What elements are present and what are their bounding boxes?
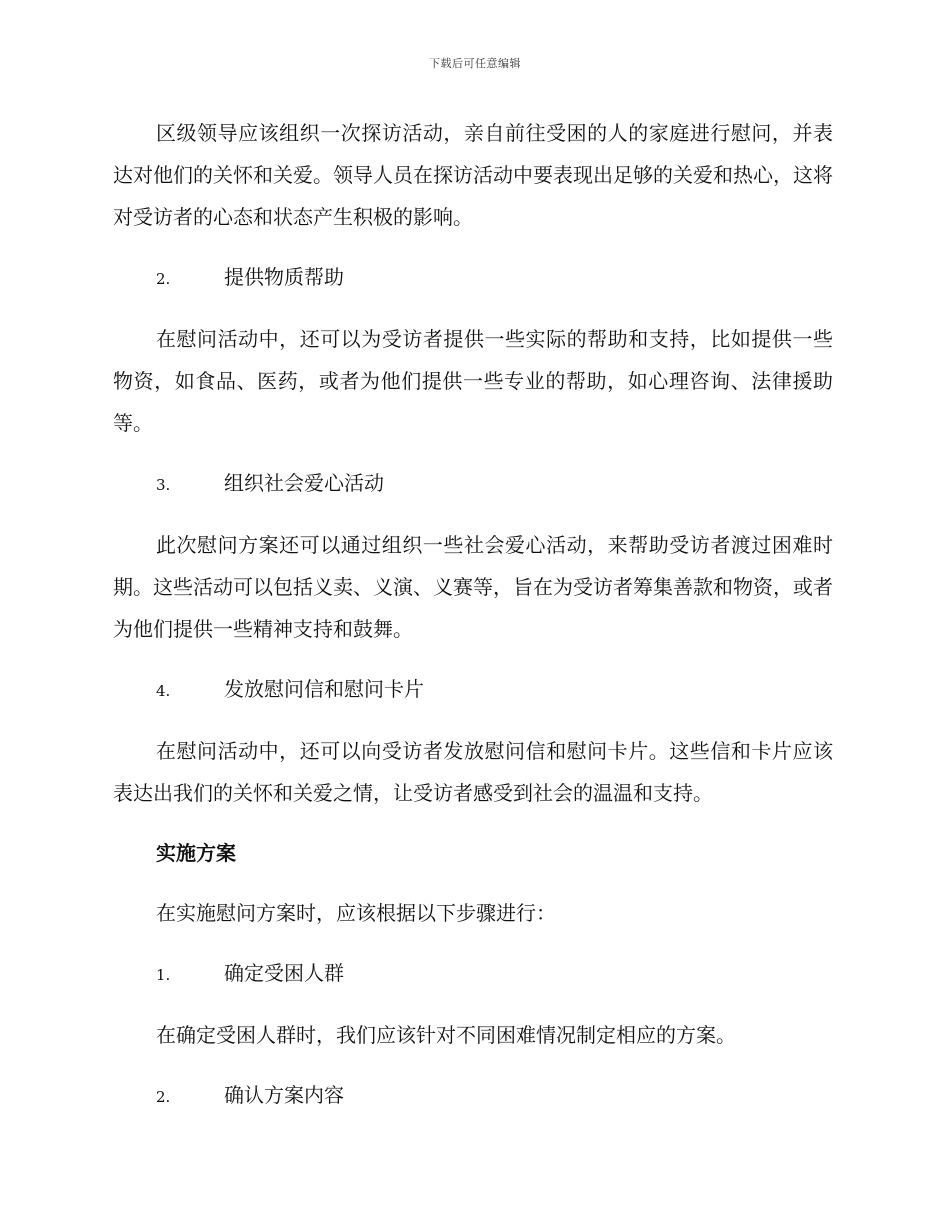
list-item-label: 提供物质帮助 [224, 265, 344, 289]
list-number: 4. [156, 682, 171, 700]
paragraph-charity-activity: 此次慰问方案还可以通过组织一些社会爱心活动，来帮助受访者渡过困难时期。这些活动可以包括义卖、义演、义赛等，旨在为受访者筹集善款和物资，或者为他们提供一些精神支持和鼓舞。 [113, 533, 833, 641]
list-item-label: 组织社会爱心活动 [224, 471, 384, 495]
header-note: 下载后可任意编辑 [429, 57, 521, 70]
list-item-charity-activity [113, 462, 833, 506]
list-number: 2. [156, 1088, 171, 1106]
list-item-label: 确认方案内容 [224, 1083, 344, 1107]
list-item-confirm-plan [113, 1074, 833, 1118]
list-item-label: 发放慰问信和慰问卡片 [224, 677, 424, 701]
section-heading-implementation: 实施方案 [156, 841, 236, 865]
paragraph-visit-activity: 区级领导应该组织一次探访活动，亲自前往受困的人的家庭进行慰问，并表达对他们的关怀和关爱。领导人员在探访活动中要表现出足够的关爱和热心，这将对受访者的心态和状态产生积极的影响。 [113, 121, 833, 229]
list-item-material-help [113, 256, 833, 300]
list-item-letters-cards [113, 668, 833, 712]
list-number: 2. [156, 270, 171, 288]
list-item-label: 确定受困人群 [224, 961, 344, 985]
paragraph-implementation-intro: 在实施慰问方案时，应该根据以下步骤进行： [156, 901, 556, 925]
list-number: 3. [156, 476, 171, 494]
paragraph-material-help: 在慰问活动中，还可以为受访者提供一些实际的帮助和支持，比如提供一些物资，如食品、医药，或者为他们提供一些专业的帮助，如心理咨询、法律援助等。 [113, 327, 833, 435]
paragraph-letters-cards: 在慰问活动中，还可以向受访者发放慰问信和慰问卡片。这些信和卡片应该表达出我们的关怀和关爱之情，让受访者感受到社会的温温和支持。 [113, 739, 833, 805]
document-body [113, 112, 833, 1136]
paragraph-identify-group: 在确定受困人群时，我们应该针对不同困难情况制定相应的方案。 [156, 1023, 736, 1047]
list-item-identify-group [113, 952, 833, 996]
list-number: 1. [156, 966, 171, 984]
